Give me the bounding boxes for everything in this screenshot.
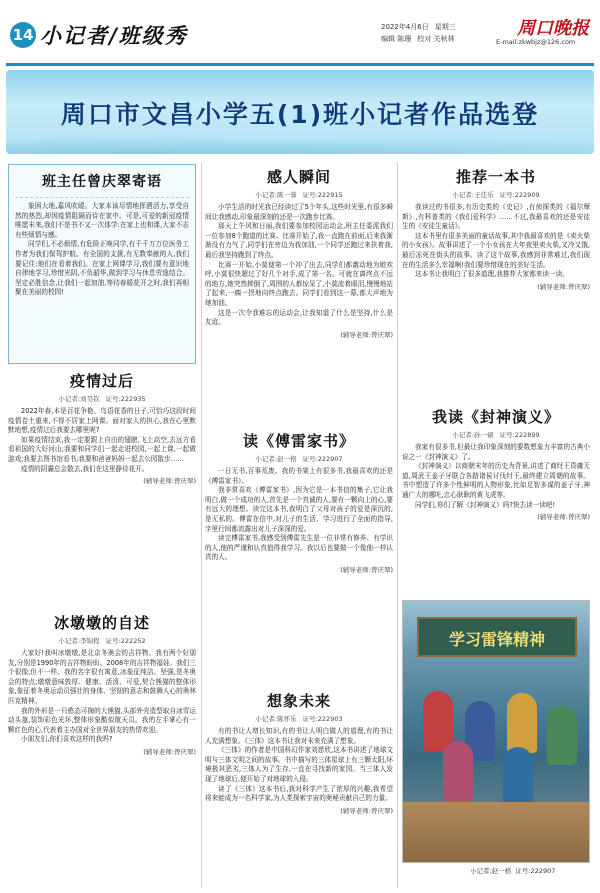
student-figure [443, 741, 473, 801]
article-title: 想象未来 [266, 692, 331, 710]
page-number: 14 [10, 22, 36, 48]
reporter-card: 证号:222935 [105, 395, 146, 403]
issue-meta [381, 21, 462, 45]
reporter-name: 小记者:王佳乐 [452, 191, 494, 199]
proofreader: 校对 关秋林 [417, 35, 455, 43]
tutor-credit: (辅导老师:曾庆翠) [143, 747, 196, 756]
header-divider [6, 63, 594, 66]
article-paragraph: 大家好!我叫冰墩墩,是北京冬奥会的吉祥物。我有两个好朋友,分别是1990年的吉祥物盼盼、2008年的吉祥物福娃。我们三个很像,但不一样。我的名字很有寓意,冰象征纯洁、坚强,是冬奥会的特点;墩墩意味敦厚、健康、活泼、可爱,契合熊猫的整体形象,象征着冬奥运动员强壮的身体、坚韧的意志和鼓舞人心的奥林匹克精神。 [8, 649, 196, 705]
imagine-future-article [205, 690, 393, 815]
blackboard [417, 617, 577, 657]
article-paragraph: 如果疫情结束,我一定要跟上自由的翅膀,飞上高空,去远方看看祖国的大好河山;我要和同学们一起走进校园,一起上课,一起做游戏;我要去图书馆看书;我要和爸爸妈妈一起去公园散步…… [8, 435, 196, 463]
student-figure [547, 705, 577, 765]
contact-email[interactable]: E-mail:zkwbjz@126.com [496, 38, 576, 46]
article-byline [8, 636, 196, 645]
article-paragraph: 比赛一开始,小莫便第一个冲了出去,同学们都激动地为她欢呼,小莫很快超过了好几个对手,成了第一名。可就在离终点不远的地方,她突然摔倒了,周围的人都惊呆了,小莫流着眼泪,慢慢地站了起来,一瘸一拐地向终点跑去。同学们看到这一幕,都大声地为她加油。 [205, 260, 393, 307]
article-paragraph: 我家有很多书,但最让我印象深刻的要数想象力丰富的古典小说之一《封神演义》了。 [402, 443, 590, 461]
article-paragraph: 我读过的书很多,有历史类的《史记》,有侦探类的《福尔摩斯》,有科普类的《我们爱科学》……不过,我最喜欢的还是安徒生的《安徒生童话》。 [402, 203, 590, 231]
tutor-credit: (辅导老师:曾庆翠) [340, 330, 393, 339]
article-byline [402, 190, 590, 199]
section-name: 小记者/班级秀 [40, 23, 188, 48]
article-byline [205, 714, 393, 723]
tutor-credit: (辅导老师:曾庆翠) [340, 565, 393, 574]
article-title: 班主任曾庆翠寄语 [42, 174, 162, 190]
tutor-credit: (辅导老师:曾庆翠) [537, 282, 590, 291]
tutor-credit: (辅导老师:曾庆翠) [143, 477, 196, 486]
article-paragraph: 我非常喜欢《傅雷家书》,因为它是一本书信的集子,它让我明白,做一个成功的人,首先是一个真诚的人,要有一颗向上的心,要有远大的理想。读完这本书,我明白了父母对孩子的爱是深沉的,是无私的。傅雷在信中,对儿子的生活、学习进行了全面的指导,字里行间都流露出对儿子深深的爱。 [205, 486, 393, 533]
student-figure [423, 691, 453, 751]
reporter-card: 证号:222909 [499, 191, 540, 199]
reporter-name: 小记者:刘昊钦 [58, 395, 100, 403]
photo-card: 证号:222907 [515, 867, 556, 875]
article-paragraph: 有的书让人增长知识,有的书让人明白做人的道理,有的书让人充满想象。《三体》这本书让我对未来充满了想象。 [205, 727, 393, 745]
article-paragraph: 同学们,不必烦情,有危险正唤同学,有千千万万位医务工作者为我们保驾护航。有全国的支援,有无数奉献的人,我们要记住:他们在看着我们。在家上网课学习,我们要有意识地自律地学习,珍惜光阴,不负韶华,做到学习与休息劳逸结合。坚定必胜信念,让我们一起加油,等待春暖花开之时,我们再相聚在美丽的校园! [15, 240, 189, 297]
reporter-name: 小记者:赵一格 [255, 455, 297, 463]
article-title: 冰墩墩的自述 [53, 614, 150, 632]
article-paragraph: 小朋友们,你们喜欢这样的我吗? [21, 735, 113, 744]
recommend-book-article [402, 166, 590, 291]
article-paragraph: 这本书里有很多美丽的童话故事,其中我最喜欢的是《卖火柴的小女孩》。故事讲述了一个小女孩在大年夜里卖火柴,又冷又饿,最后冻死在街头的故事。读了这个故事,我感到非常难过,我们现在的生活多么幸福啊!我们要珍惜现在的美好生活。 [402, 231, 590, 269]
article-paragraph: 小学生活的时光我已经读过了5个年头,这些时光里,有很多瞬间让我感动,印象最深刻的还是一次跑步比赛。 [205, 203, 393, 221]
article-paragraph: 《封神演义》以商朝末年的历史为背景,讲述了商纣王昏庸无道,周武王姜子牙联合各路诸侯讨伐纣王,最终建立周朝的故事。书中塑造了许多个性鲜明的人物形象,比如足智多谋的姜子牙,神通广大的哪吒,忠心耿耿的黄飞虎等。 [402, 462, 590, 499]
reporter-card: 证号:222907 [302, 455, 343, 463]
reporter-card: 证号:222899 [499, 431, 540, 439]
article-paragraph: 这本书让我明白了很多道理,我推荐大家都来读一读。 [415, 270, 569, 279]
page-header [0, 0, 600, 72]
editor: 编辑 陈珊 [381, 35, 412, 43]
photo-credit [470, 866, 555, 875]
after-epidemic-article [8, 370, 196, 485]
reporter-name: 小记者:孙一硕 [452, 431, 494, 439]
tutor-credit: (辅导老师:曾庆翠) [537, 513, 590, 522]
student-figure [507, 693, 537, 753]
article-paragraph: 读完傅雷家书,我感受到傅雷先生是一位非常有修养、有学识的人,他的严谨和认真值得我学习。我以后也要做一个像他一样认真的人。 [205, 534, 393, 562]
photo-reporter: 小记者:赵一格 [470, 867, 512, 875]
column-divider [201, 162, 202, 888]
newspaper-logo: 周口晚报 [517, 18, 589, 39]
reporter-card: 证号:222915 [302, 191, 343, 199]
classroom-photo [402, 600, 590, 863]
article-paragraph: 《三体》的作者是中国科幻作家刘慈欣,这本书讲述了地球文明与三体文明之间的故事。书中描写的三体星球上有三颗太阳,环境极其恶劣,三体人为了生存,一直在寻找新的家园。当三体人发现了地球后,便开始了对地球的入侵。 [205, 746, 393, 783]
article-title: 推荐一本书 [455, 168, 536, 186]
article-paragraph: 象困大地,嘉风吹暖。大家本该尽情地挥洒活力,享受自然的热烈,却因疫情阻隔而待在家中。可是,可爱的新冠疫情唯愿未来,我们不是书不又一次体学:在家上也和课,大家不志有些烦情与感。 [15, 202, 189, 239]
blackboard-text: 学习雷锋精神 [448, 630, 545, 649]
issue-weekday: 星期三 [434, 23, 456, 31]
article-paragraph: 疫情的阴霾总会散去,我们在这里静待花开。 [21, 464, 149, 473]
article-byline [205, 190, 393, 199]
article-paragraph: 2022年春,本是百花争艳、鸟语花香的日子,可恰巧这段时间疫情卷土重来,不得不居家上网课。面对家人的担心,我在心里默默地想,疫情过后我要去哪里呢? [8, 407, 196, 435]
touching-moment-article [205, 166, 393, 339]
article-byline [8, 394, 196, 403]
article-paragraph: 一日无书,百事荒废。我的书架上有很多书,我最喜欢的还是《傅雷家书》。 [205, 467, 393, 485]
feng-shen-article [402, 406, 590, 521]
reporter-card: 证号:222252 [105, 637, 146, 645]
article-title: 我读《封神演义》 [431, 408, 560, 426]
ice-dundun-article [8, 612, 196, 756]
article-paragraph: 同学们,你们了解《封神演义》吗?快去读一读吧! [415, 500, 556, 509]
banner-title: 周口市文昌小学五(1)班小记者作品选登 [60, 100, 540, 129]
reporter-card: 证号:222903 [302, 715, 343, 723]
article-paragraph: 这是一次令我难忘的运动会,让我知道了什么是坚持,什么是友谊。 [205, 308, 393, 327]
article-title: 疫情过后 [69, 372, 134, 390]
issue-date: 2022年4月6日 [381, 23, 429, 31]
fu-lei-article [205, 430, 393, 574]
reporter-name: 小记者:陈一蓉 [255, 191, 297, 199]
article-title: 感人瞬间 [266, 168, 331, 186]
student-figure [503, 747, 533, 807]
classroom-desks [403, 802, 590, 862]
teacher-message-article [8, 164, 196, 364]
tutor-credit: (辅导老师:曾庆翠) [340, 806, 393, 815]
reporter-name: 小记者:陈怀乐 [255, 715, 297, 723]
article-paragraph: 读了《三体》这本书后,我对科学产生了浓厚的兴趣,我希望将来能成为一名科学家,为人类探索宇宙的奥秘贡献自己的力量。 [205, 784, 393, 803]
article-byline [205, 454, 393, 463]
column-divider [397, 162, 398, 888]
article-paragraph: 我的外形是一只憨态可掬的大熊猫,头部外壳造型取自冰雪运动头盔,装饰彩色光环,整体形象酷似航天员。我的左手掌心有一颗红色的心,代表着主办国对全世界朋友的热情欢迎。 [8, 706, 196, 734]
article-byline [402, 430, 590, 439]
reporter-name: 小记者:李锦程 [58, 637, 100, 645]
article-title: 读《傅雷家书》 [242, 432, 355, 450]
title-banner [6, 70, 594, 154]
article-paragraph: 那天上午风和日丽,我们要参加校园运动会,班主任委派我们一位参加8个跑道的比赛。比赛开始了,我一直跑在前面,后来我渐渐没有力气了,同学们在旁边为我加油,一个同学还跑过来扶着我,最后我坚持跑到了终点。 [205, 222, 393, 259]
